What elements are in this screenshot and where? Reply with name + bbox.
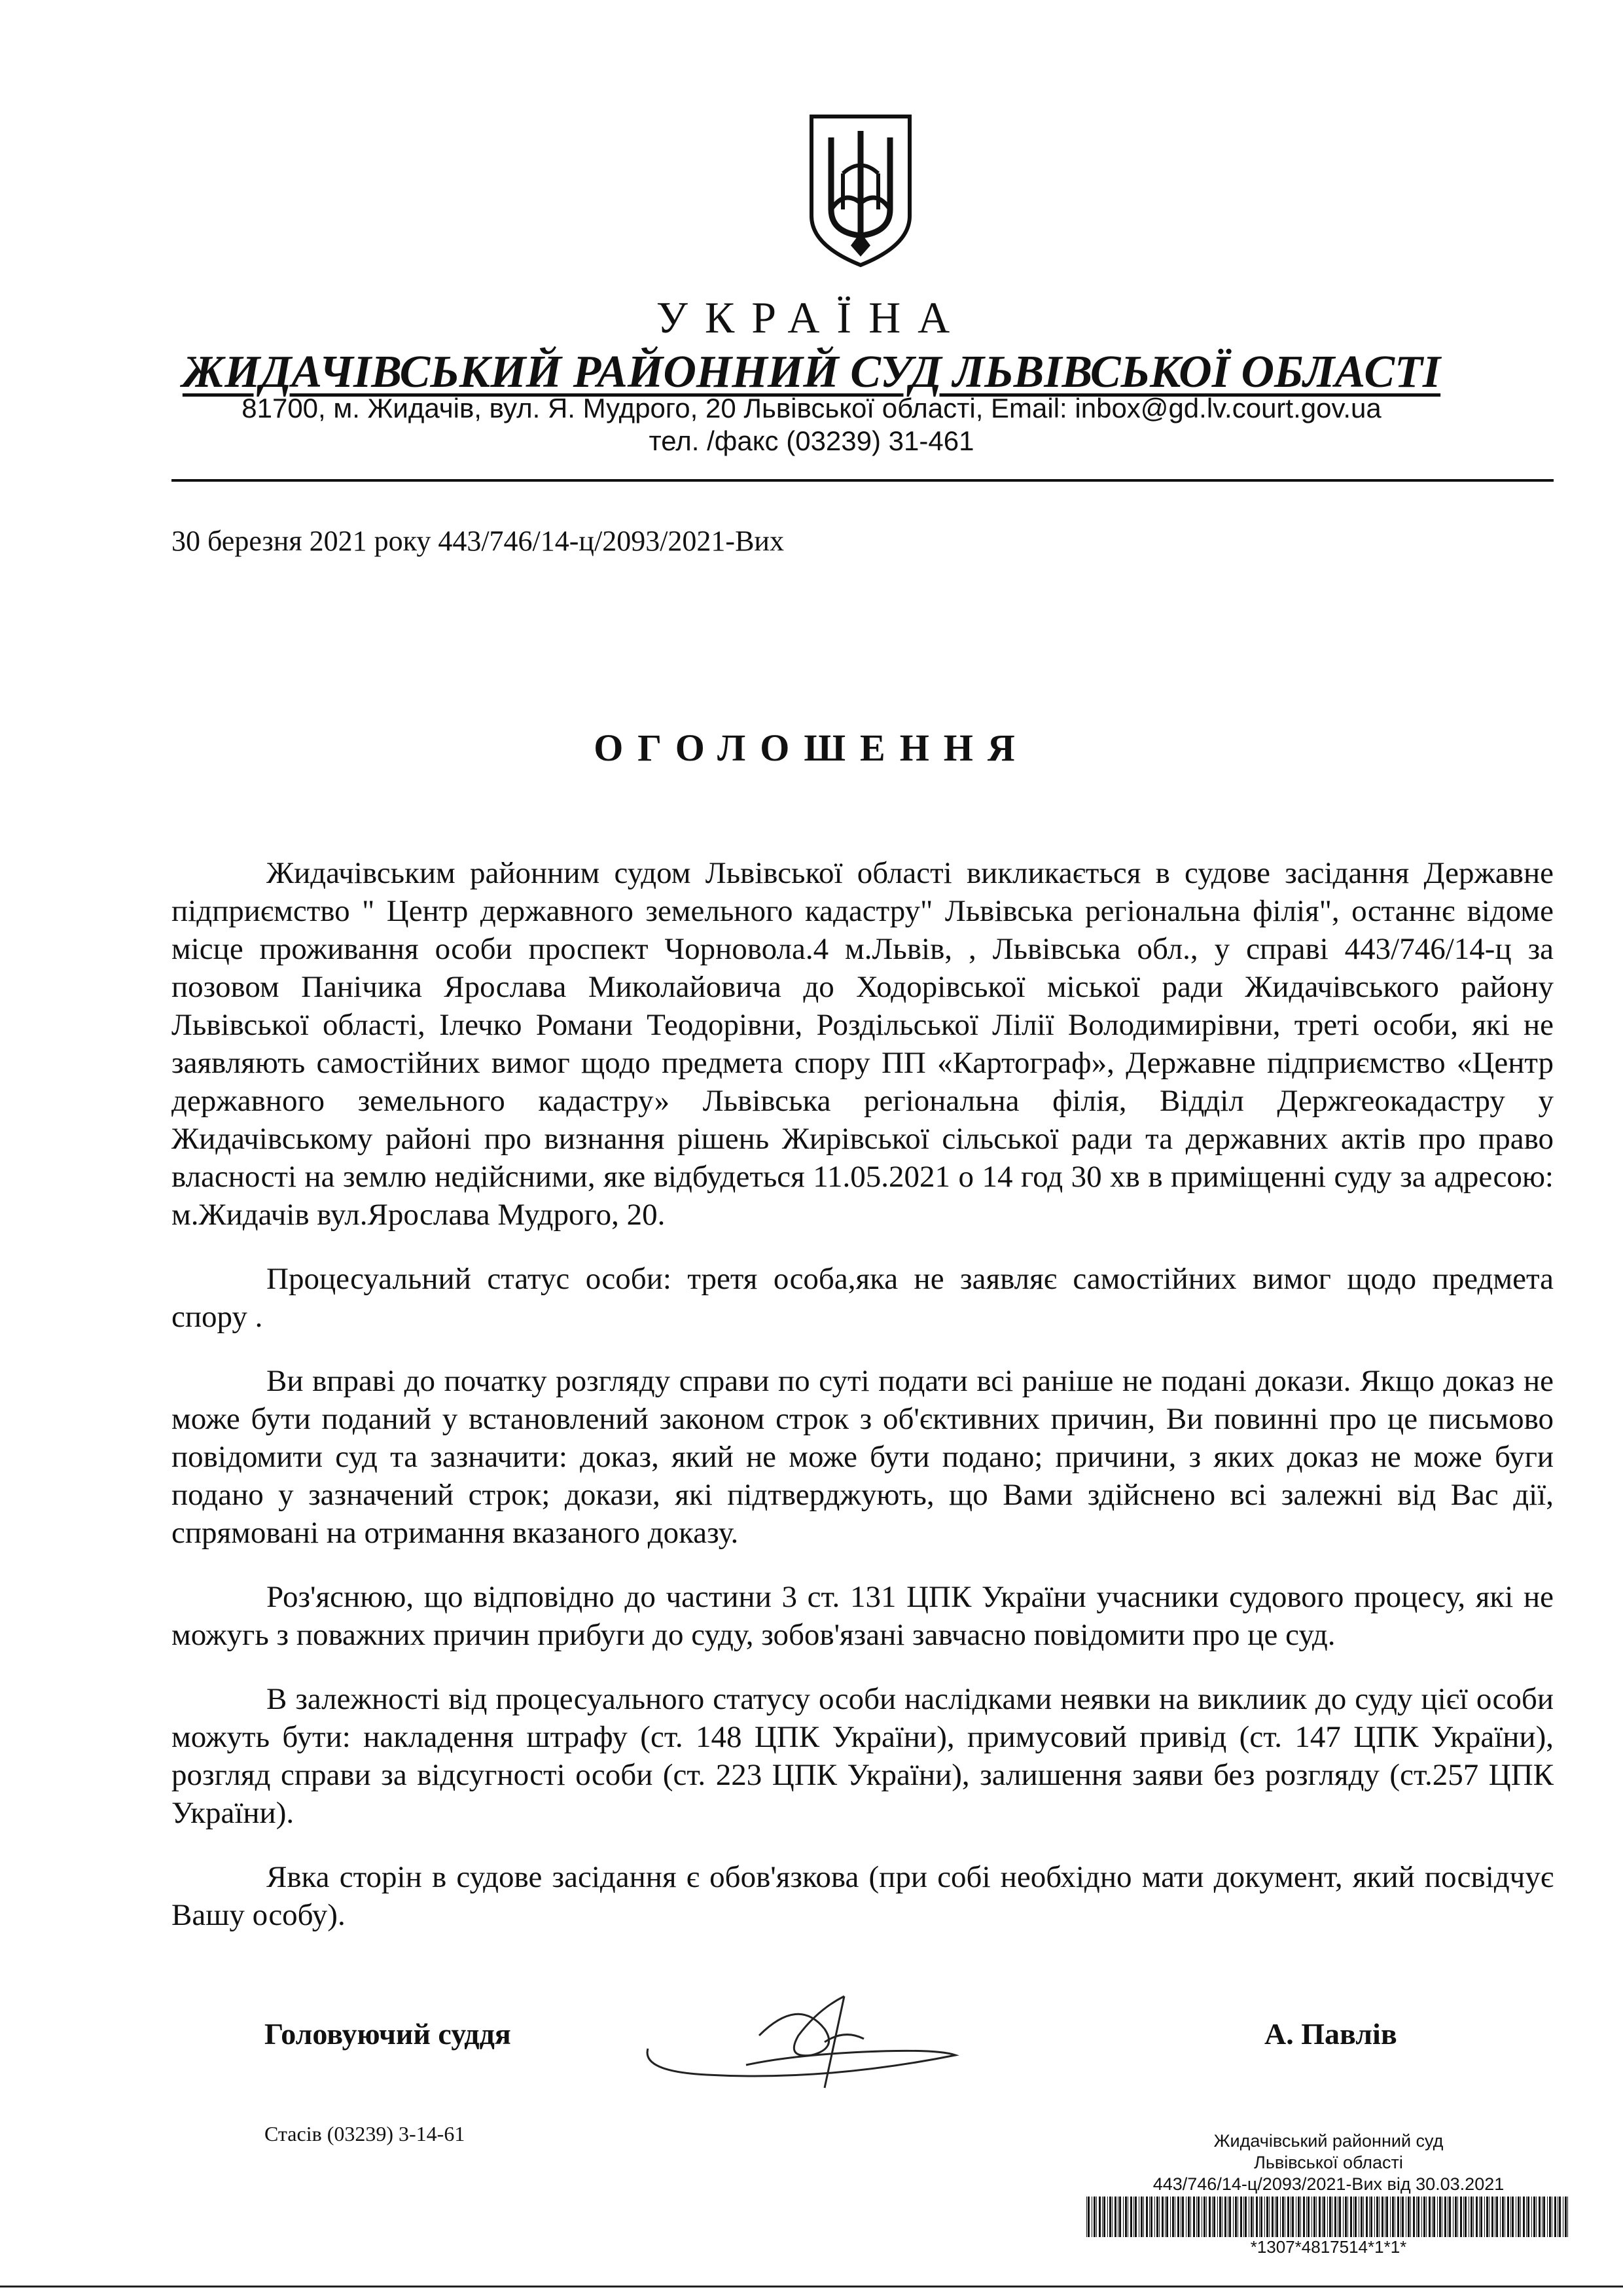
stamp-court-name: Жидачівський районний суд (1213, 2131, 1444, 2151)
executor-contact: Стасів (03239) 3-14-61 (264, 2122, 465, 2145)
stamp-reference: 443/746/14-ц/2093/2021-Вих від 30.03.2021 (1152, 2174, 1505, 2194)
court-address: 81700, м. Жидачів, вул. Я. Мудрого, 20 Львівської області, Email: inbox@gd.lv.court.gov.ua (241, 393, 1382, 423)
court-name: ЖИДАЧІВСЬКИЙ РАЙОННИЙ СУД ЛЬВІВСЬКОЇ ОБЛАСТІ (182, 347, 1441, 397)
paragraph-consequences: В залежності від процесуального статусу особи наслідками неявки на виклиик до суду цієї особи можуть бути: накладення штрафу (ст. 148 ЦПК України), примусовий привід (ст. 147 ЦПК України), розгляд справи за відсугності особи (ст. 223 ЦПК України), залишення заяви без розгляду (ст.257 ЦПК України). (171, 1682, 1554, 1830)
judge-title: Головуючий суддя (264, 2017, 511, 2051)
country-heading: УКРАЇНА (656, 293, 967, 342)
coat-of-arms-icon (805, 111, 916, 268)
paragraph-evidence: Ви вправі до початку розгляду справи по суті подати всі раніше не подані докази. Якщо доказ не може бути поданий у встановлений законом строк з об'єктивних причин, Ви повинні про це письмово повідомити суд та зазначити: доказ, який не може бути подано; причини, з яких доказ не може буги подано у зазначений строк; докази, які підтверджують, що Вами здійснено всі залежні від Вас дії, спрямовані на отримання вказаного доказу. (171, 1364, 1554, 1550)
barcode-number: *1307*4817514*1*1* (1250, 2237, 1407, 2257)
page-bottom-edge (0, 2286, 1623, 2287)
header-divider (171, 479, 1554, 482)
paragraph-explanation: Роз'яснюю, що відповідно до частини 3 ст. 131 ЦПК України учасники судового процесу, які не можугь з поважних причин прибуги до суду, зобов'язані завчасно повідомити про це суд. (171, 1580, 1554, 1652)
paragraph-attendance: Явка сторін в судове засідання є обов'язкова (при собі необхідно мати документ, який посвідчує Вашу особу). (171, 1860, 1554, 1932)
barcode-icon (1086, 2197, 1571, 2237)
announcement-body (171, 854, 1554, 1960)
paragraph-summons: Жидачівським районним судом Львівської області викликається в судове засідання Державне підприємство " Центр державного земельного кадастру" Львівська регіональна філія", останнє відоме місце проживання особи проспект Чорновола.4 м.Львів, , Львівська обл., у справі 443/746/14-ц за позовом Панічика Ярослава Миколайовича до Ходорівської міської ради Жидачівського району Львівської області, Ілечко Романи Теодорівни, Роздільської Лілії Володимирівни, треті особи, які не заявляють самостійних вимог щодо предмета спору ПП «Картограф», Державне підприємство «Центр державного земельного кадастру» Львівська регіональна філія, Відділ Держгеокадастру у Жидачівському районі про визнання рішень Жирівської сільської ради та державних актів про право власності на землю недійсними, яке відбудеться 11.05.2021 о 14 год 30 хв в приміщенні суду за адресою: м.Жидачів вул.Ярослава Мудрого, 20. (171, 856, 1554, 1232)
judge-name: А. Павлів (1264, 2017, 1397, 2051)
handwritten-signature (628, 1957, 982, 2094)
document-title: ОГОЛОШЕННЯ (594, 726, 1029, 769)
registration-stamp (1060, 2130, 1597, 2257)
stamp-region: Львівської області (1254, 2153, 1403, 2172)
court-phone: тел. /факс (03239) 31-461 (649, 425, 974, 456)
document-date-reference: 30 березня 2021 року 443/746/14-ц/2093/2021-Вих (171, 525, 784, 557)
paragraph-procedural-status: Процесуальний статус особи: третя особа,яка не заявляє самостійних вимог щодо предмета спору . (171, 1262, 1554, 1334)
